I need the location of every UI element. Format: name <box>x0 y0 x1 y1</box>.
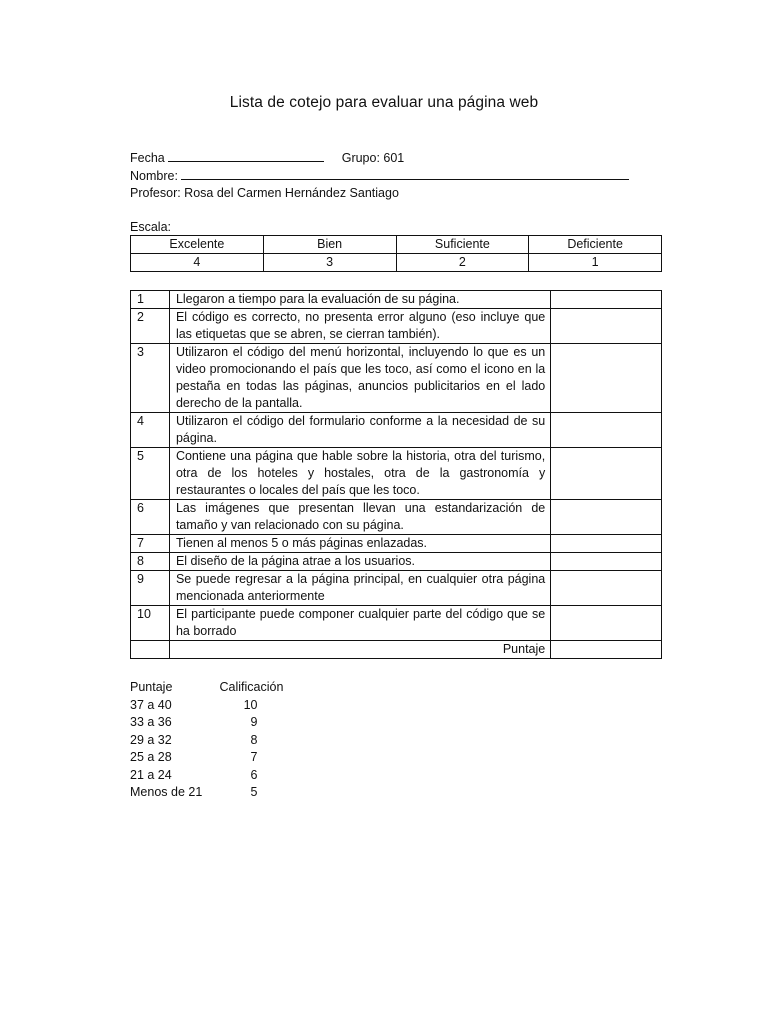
scale-name-cell: Bien <box>263 236 396 254</box>
nombre-line <box>130 167 670 185</box>
criterion-number: 3 <box>131 344 170 413</box>
scale-values-row <box>131 254 662 272</box>
table-row <box>131 571 662 606</box>
criterion-number: 9 <box>131 571 170 606</box>
grading-range: 33 a 36 <box>130 715 172 729</box>
criterion-score-cell[interactable] <box>551 606 662 641</box>
fecha-blank[interactable] <box>168 149 324 162</box>
table-row <box>131 606 662 641</box>
criterion-score-cell[interactable] <box>551 291 662 309</box>
list-item <box>130 697 283 715</box>
total-score-cell[interactable] <box>551 641 662 659</box>
total-empty-cell <box>131 641 170 659</box>
grading-grade: 6 <box>250 767 258 782</box>
criterion-number: 1 <box>131 291 170 309</box>
criterion-text: Se puede regresar a la página principal, en cualquier otra página mencionada anteriormente <box>169 571 550 606</box>
scale-name-cell: Deficiente <box>529 236 662 254</box>
scale-name-cell: Excelente <box>131 236 264 254</box>
criterion-text: Tienen al menos 5 o más páginas enlazadas. <box>169 535 550 553</box>
criterion-score-cell[interactable] <box>551 413 662 448</box>
criterion-score-cell[interactable] <box>551 553 662 571</box>
table-row <box>131 535 662 553</box>
grading-grade: 8 <box>250 732 258 747</box>
scale-table <box>130 235 662 272</box>
grading-grade: 9 <box>250 715 258 729</box>
scale-value-cell: 4 <box>131 254 264 272</box>
puntaje-label: Puntaje <box>169 641 550 659</box>
scale-value-cell: 2 <box>396 254 529 272</box>
table-row <box>131 344 662 413</box>
criterion-number: 4 <box>131 413 170 448</box>
criterion-number: 5 <box>131 448 170 500</box>
nombre-label: Nombre: <box>130 169 178 183</box>
list-item <box>130 732 283 750</box>
fecha-label: Fecha <box>130 151 165 165</box>
criterion-text: Las imágenes que presentan llevan una estandarización de tamaño y van relacionado con su página. <box>169 500 550 535</box>
grading-range: 21 a 24 <box>130 767 172 782</box>
criterion-number: 7 <box>131 535 170 553</box>
total-row <box>131 641 662 659</box>
criterion-number: 2 <box>131 309 170 344</box>
table-row <box>131 413 662 448</box>
criterion-number: 6 <box>131 500 170 535</box>
criterion-score-cell[interactable] <box>551 309 662 344</box>
scale-value-cell: 3 <box>263 254 396 272</box>
grading-range: 29 a 32 <box>130 732 172 747</box>
criterion-text: Utilizaron el código del formulario conforme a la necesidad de su página. <box>169 413 550 448</box>
criterion-text: Contiene una página que hable sobre la historia, otra del turismo, otra de los hoteles y hostales, otra de la gastronomía y restaurantes o locales del país que les toco. <box>169 448 550 500</box>
grading-header <box>130 679 283 697</box>
criterion-text: Llegaron a tiempo para la evaluación de su página. <box>169 291 550 309</box>
grading-col-puntaje: Puntaje <box>130 680 173 694</box>
grading-grade: 5 <box>250 785 258 799</box>
table-row <box>131 553 662 571</box>
table-row <box>131 448 662 500</box>
criterion-text: Utilizaron el código del menú horizontal, incluyendo lo que es un video promocionando el país que les toco, así como el icono en la pestaña en todas las páginas, anuncios publicitarios en el lado derecho de la pantalla. <box>169 344 550 413</box>
criteria-table <box>130 290 662 659</box>
table-row <box>131 291 662 309</box>
criterion-score-cell[interactable] <box>551 535 662 553</box>
scale-names-row <box>131 236 662 254</box>
grading-col-calificacion: Calificación <box>219 680 284 694</box>
criterion-score-cell[interactable] <box>551 344 662 413</box>
table-row <box>131 500 662 535</box>
criterion-score-cell[interactable] <box>551 448 662 500</box>
grading-scale <box>130 679 283 802</box>
list-item <box>130 767 283 785</box>
scale-value-cell: 1 <box>529 254 662 272</box>
criterion-score-cell[interactable] <box>551 500 662 535</box>
criterion-text: El código es correcto, no presenta error alguno (eso incluye que las etiquetas que se abren, se cierran también). <box>169 309 550 344</box>
criterion-text: El participante puede componer cualquier parte del código que se ha borrado <box>169 606 550 641</box>
page-title: Lista de cotejo para evaluar una página web <box>229 94 539 111</box>
scale-name-cell: Suficiente <box>396 236 529 254</box>
grupo-label: Grupo: 601 <box>341 151 405 165</box>
profesor-line: Profesor: Rosa del Carmen Hernández Santiago <box>130 186 399 200</box>
nombre-blank[interactable] <box>181 167 629 180</box>
grading-grade: 7 <box>250 750 258 764</box>
grading-grade: 10 <box>243 697 258 712</box>
fecha-line <box>130 149 670 167</box>
criterion-text: El diseño de la página atrae a los usuarios. <box>169 553 550 571</box>
grading-range: Menos de 21 <box>130 785 203 799</box>
criterion-score-cell[interactable] <box>551 571 662 606</box>
criterion-number: 10 <box>131 606 170 641</box>
list-item <box>130 749 283 767</box>
escala-label: Escala: <box>130 220 171 234</box>
criterion-number: 8 <box>131 553 170 571</box>
list-item <box>130 714 283 732</box>
grading-range: 37 a 40 <box>130 697 172 712</box>
list-item <box>130 784 283 802</box>
header-section <box>130 149 670 203</box>
table-row <box>131 309 662 344</box>
grading-range: 25 a 28 <box>130 750 172 764</box>
